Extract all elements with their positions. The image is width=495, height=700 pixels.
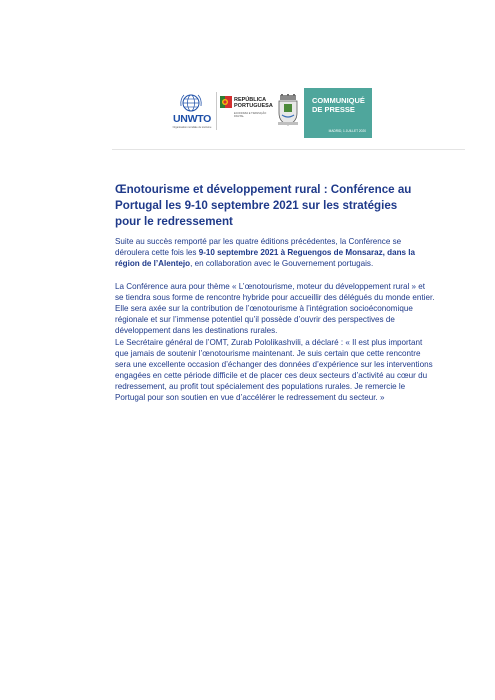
press-label-line2: DE PRESSE (312, 105, 355, 114)
logo-divider (216, 92, 217, 130)
paragraph-theme: La Conférence aura pour thème « L’œnotourisme, moteur du développement rural » et se tiendra sous forme de rencontre hybride pour accueillir des délégués du monde entier. Elle sera axée sur la contribution de l’œnotourisme à l’intégration socioéconomique régionale et sur l’immense potentiel qu’il possède d’ouvrir des perspectives de développement dans les destinations rurales. (115, 282, 435, 335)
unwto-logo (166, 93, 218, 133)
paragraph-intro-bold: 9-10 septembre 2021 à Reguengos de Monsaraz, dans la région de l’Alentejo (115, 247, 416, 268)
paragraph-intro (115, 237, 435, 270)
municipal-crest-icon (276, 94, 300, 126)
press-date: MADRID, 1 JUILLET 2020 (328, 129, 366, 133)
press-label-line1: COMMUNIQUÉ (312, 96, 365, 105)
portugal-name-line1: REPÚBLICA (234, 97, 267, 103)
page-title: Œnotourisme et développement rural : Conférence au Portugal les 9-10 septembre 2021 sur les stratégies pour le redressement (115, 183, 412, 228)
unwto-subtitle: Organisation mondiale du tourisme (172, 126, 212, 129)
header-divider (112, 149, 465, 150)
republica-portuguesa-logo (218, 96, 278, 126)
portugal-ministry: ECONOMIA E TRANSIÇÃO DIGITAL (234, 112, 267, 119)
press-release-badge (304, 88, 372, 138)
paragraph-intro-text-a: Suite au succès remporté par les quatre éditions précédentes, la Conférence se déroulera cette fois les (115, 237, 402, 257)
portugal-name (234, 97, 273, 109)
portugal-name-line2: PORTUGUESA (234, 103, 273, 109)
un-globe-icon (179, 93, 203, 113)
paragraph-intro-text-b: , en collaboration avec le Gouvernement portugais. (190, 258, 374, 268)
portugal-emblem-icon (220, 96, 232, 108)
paragraph-quote: Le Secrétaire général de l’OMT, Zurab Pololikashvili, a déclaré : « Il est plus important que jamais de soutenir l’œnotourisme maintenant. Je suis certain que cette rencontre sera une excellente occasion d’échanger des données d’expérience sur les interventions engagées en cette période difficile et de placer ces deux secteurs d’activité au cœur du redressement, au profit tout spécialement des populations rurales. Je remercie le Portugal pour son soutien en vue d’accélérer le redressement du secteur. » (115, 338, 433, 402)
unwto-wordmark: UNWTO (173, 113, 211, 125)
